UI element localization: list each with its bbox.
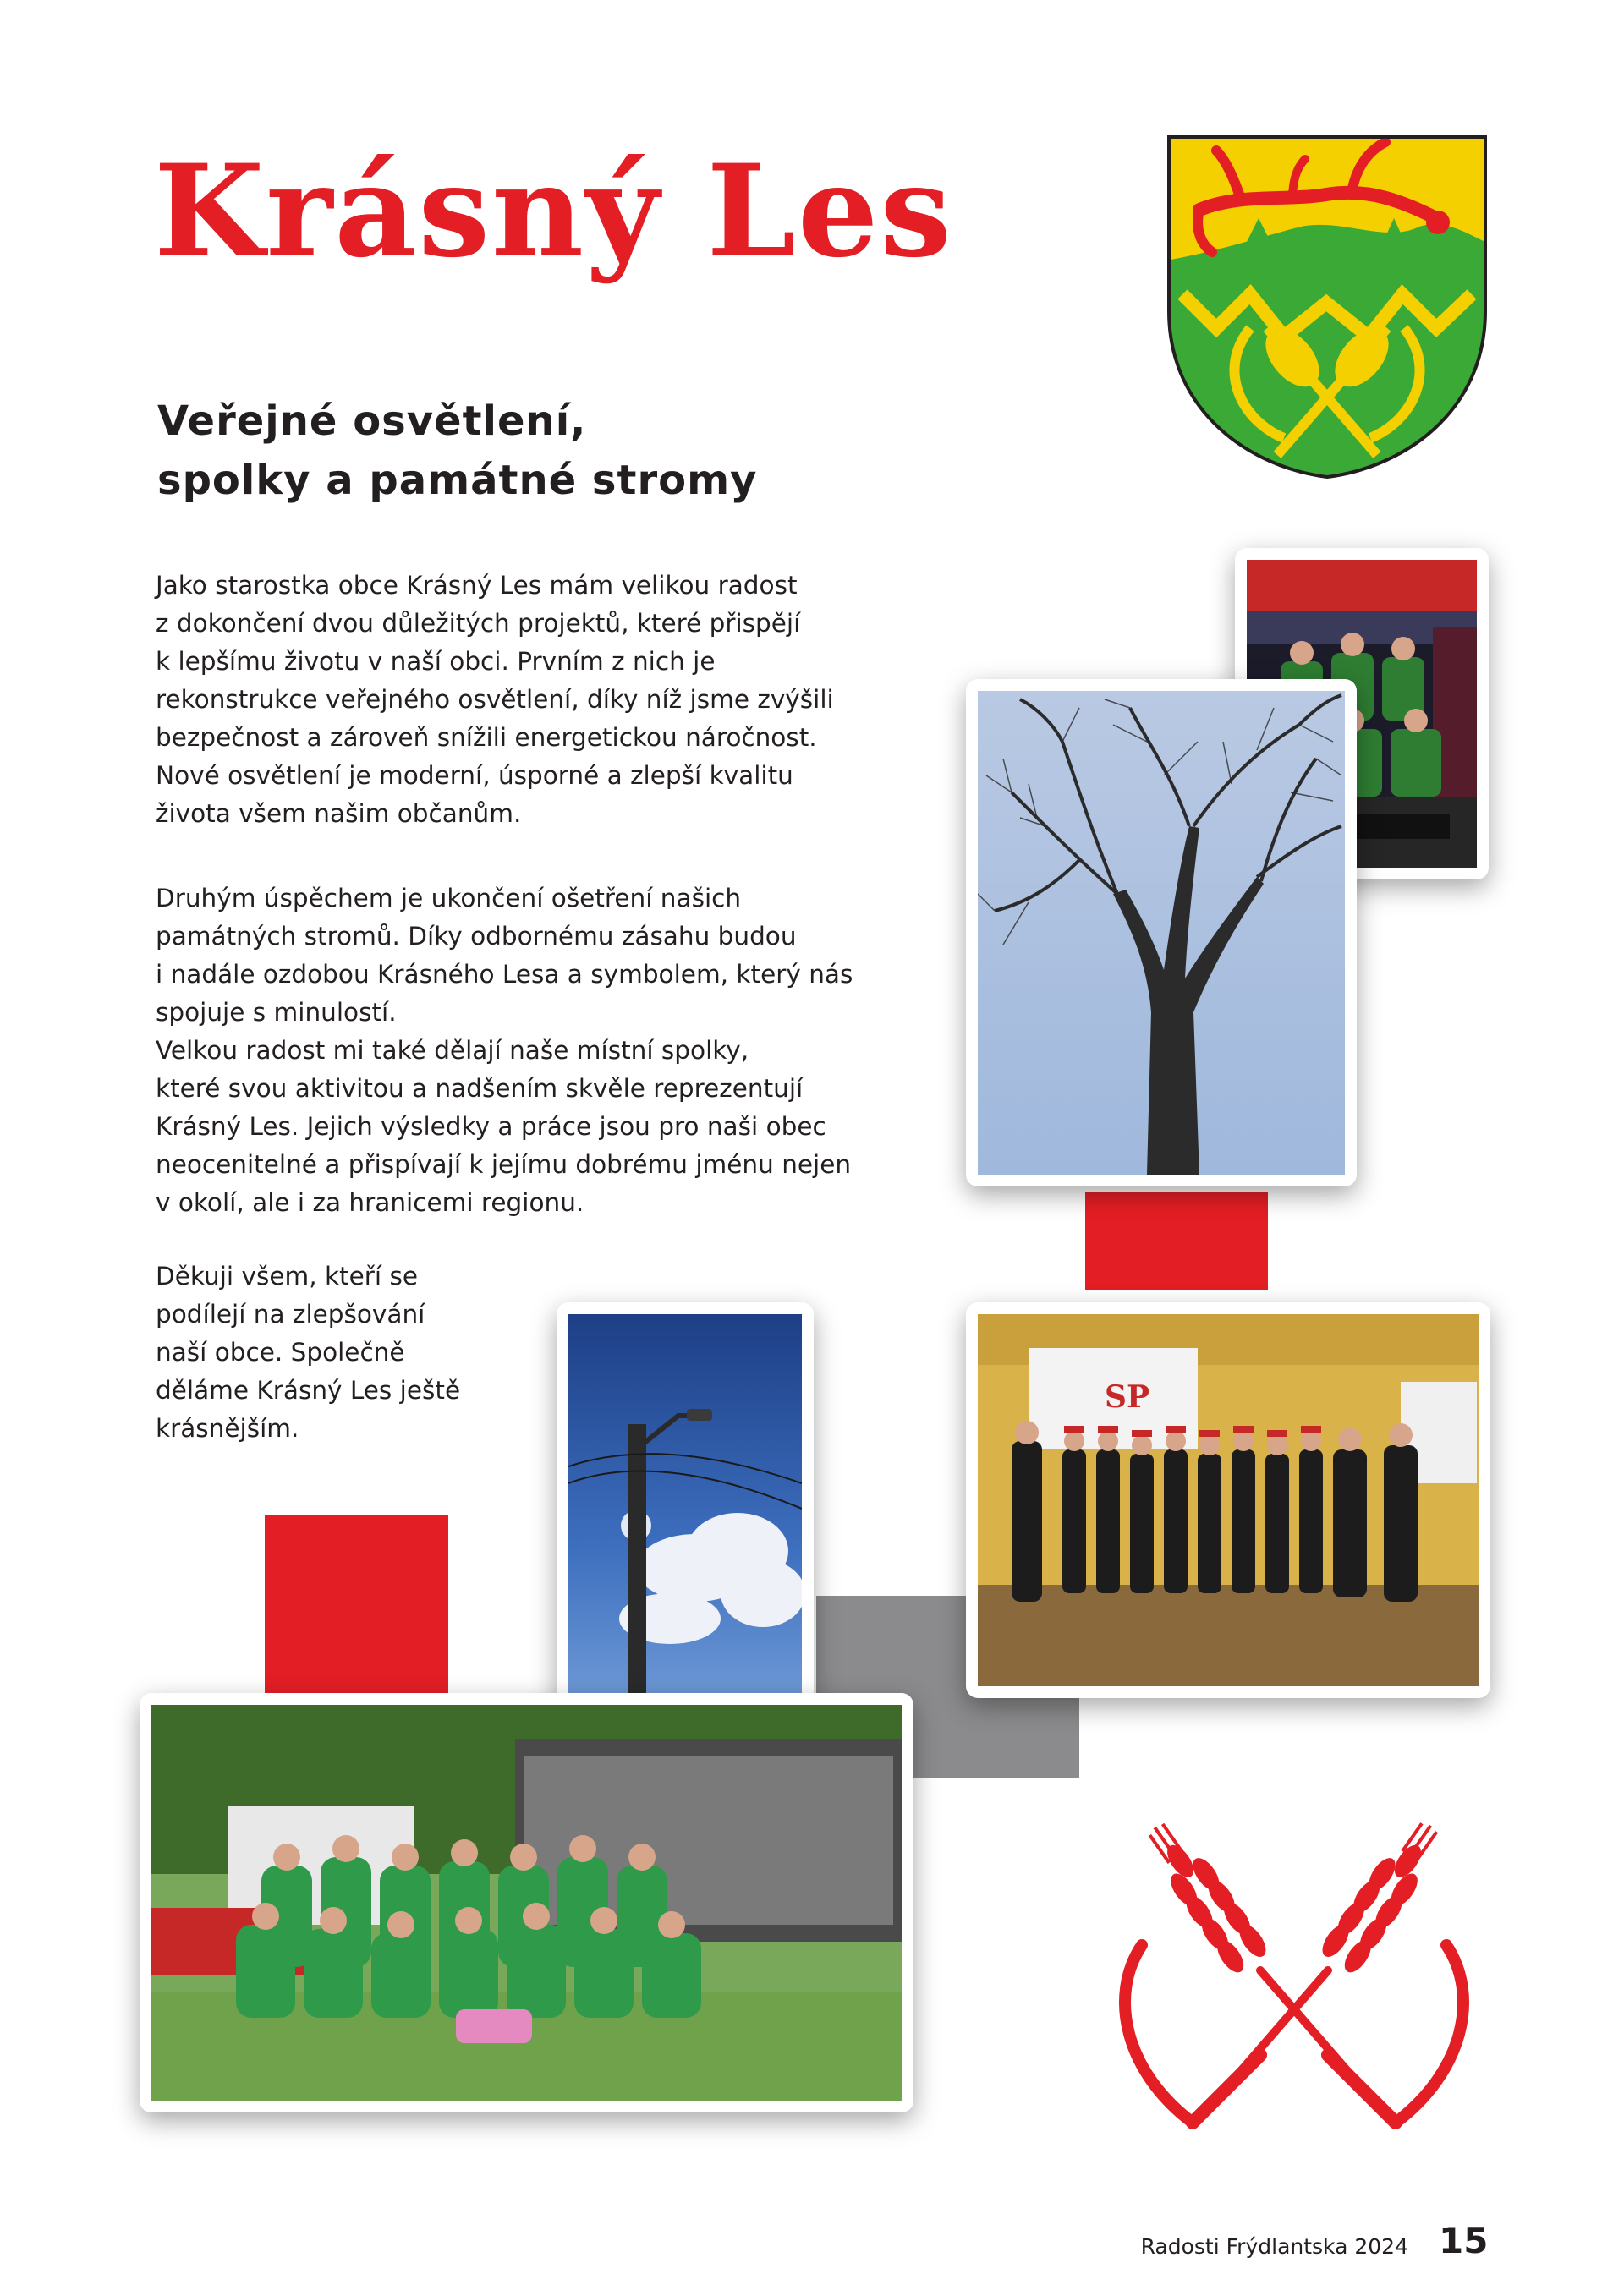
footer-publication: Radosti Frýdlantska 2024 (1140, 2234, 1408, 2259)
svg-text:SP: SP (1105, 1379, 1150, 1415)
coat-of-arms-icon (1166, 134, 1489, 480)
article-paragraph-1: Jako starostka obce Krásný Les mám velikou radost z dokončení dvou důležitých projektů, které přispějí k lepšímu životu v naší obci. Prvním z nich je rekonstrukce veřejného osvětlení, díky níž jsme zvýšili bezpečnost a zároveň snížili energetickou náročnost. Nové osvětlení je moderní, úsporné a zlepší kvalitu života všem našim občanům. (156, 571, 834, 828)
photo-street-lamp (557, 1302, 814, 1715)
photo-memorial-tree (966, 679, 1357, 1186)
decorative-red-block-upper (1085, 1192, 1268, 1290)
page-number: 15 (1439, 2220, 1489, 2261)
article-subtitle (157, 392, 919, 510)
decorative-red-block-lower (265, 1515, 448, 1707)
subtitle-line-1: Veřejné osvětlení, (157, 397, 587, 445)
subtitle-line-2: spolky a památné stromy (157, 457, 758, 504)
photo-dance-group (966, 1302, 1490, 1698)
wheat-sickles-icon (1091, 1801, 1497, 2140)
page-title: Krásný Les (154, 137, 953, 286)
photo-green-team (140, 1693, 914, 2112)
article-paragraph-2: Druhým úspěchem je ukončení ošetření našich památných stromů. Díky odbornému zásahu budou i nadále ozdobou Krásného Lesa a symbolem, který nás spojuje s minulostí. Velkou radost mi také dělají naše místní spolky, které svou aktivitou a nadšením skvěle reprezentují Krásný Les. Jejich výsledky a práce jsou pro naši obec neocenitelné a přispívají k jejímu dobrému jménu nejen v okolí, ale i za hranicemi regionu. (156, 884, 853, 1217)
article-paragraph-3: Děkuji všem, kteří se podílejí na zlepšování naší obce. Společně děláme Krásný Les ještě krásnějším. (156, 1262, 461, 1443)
